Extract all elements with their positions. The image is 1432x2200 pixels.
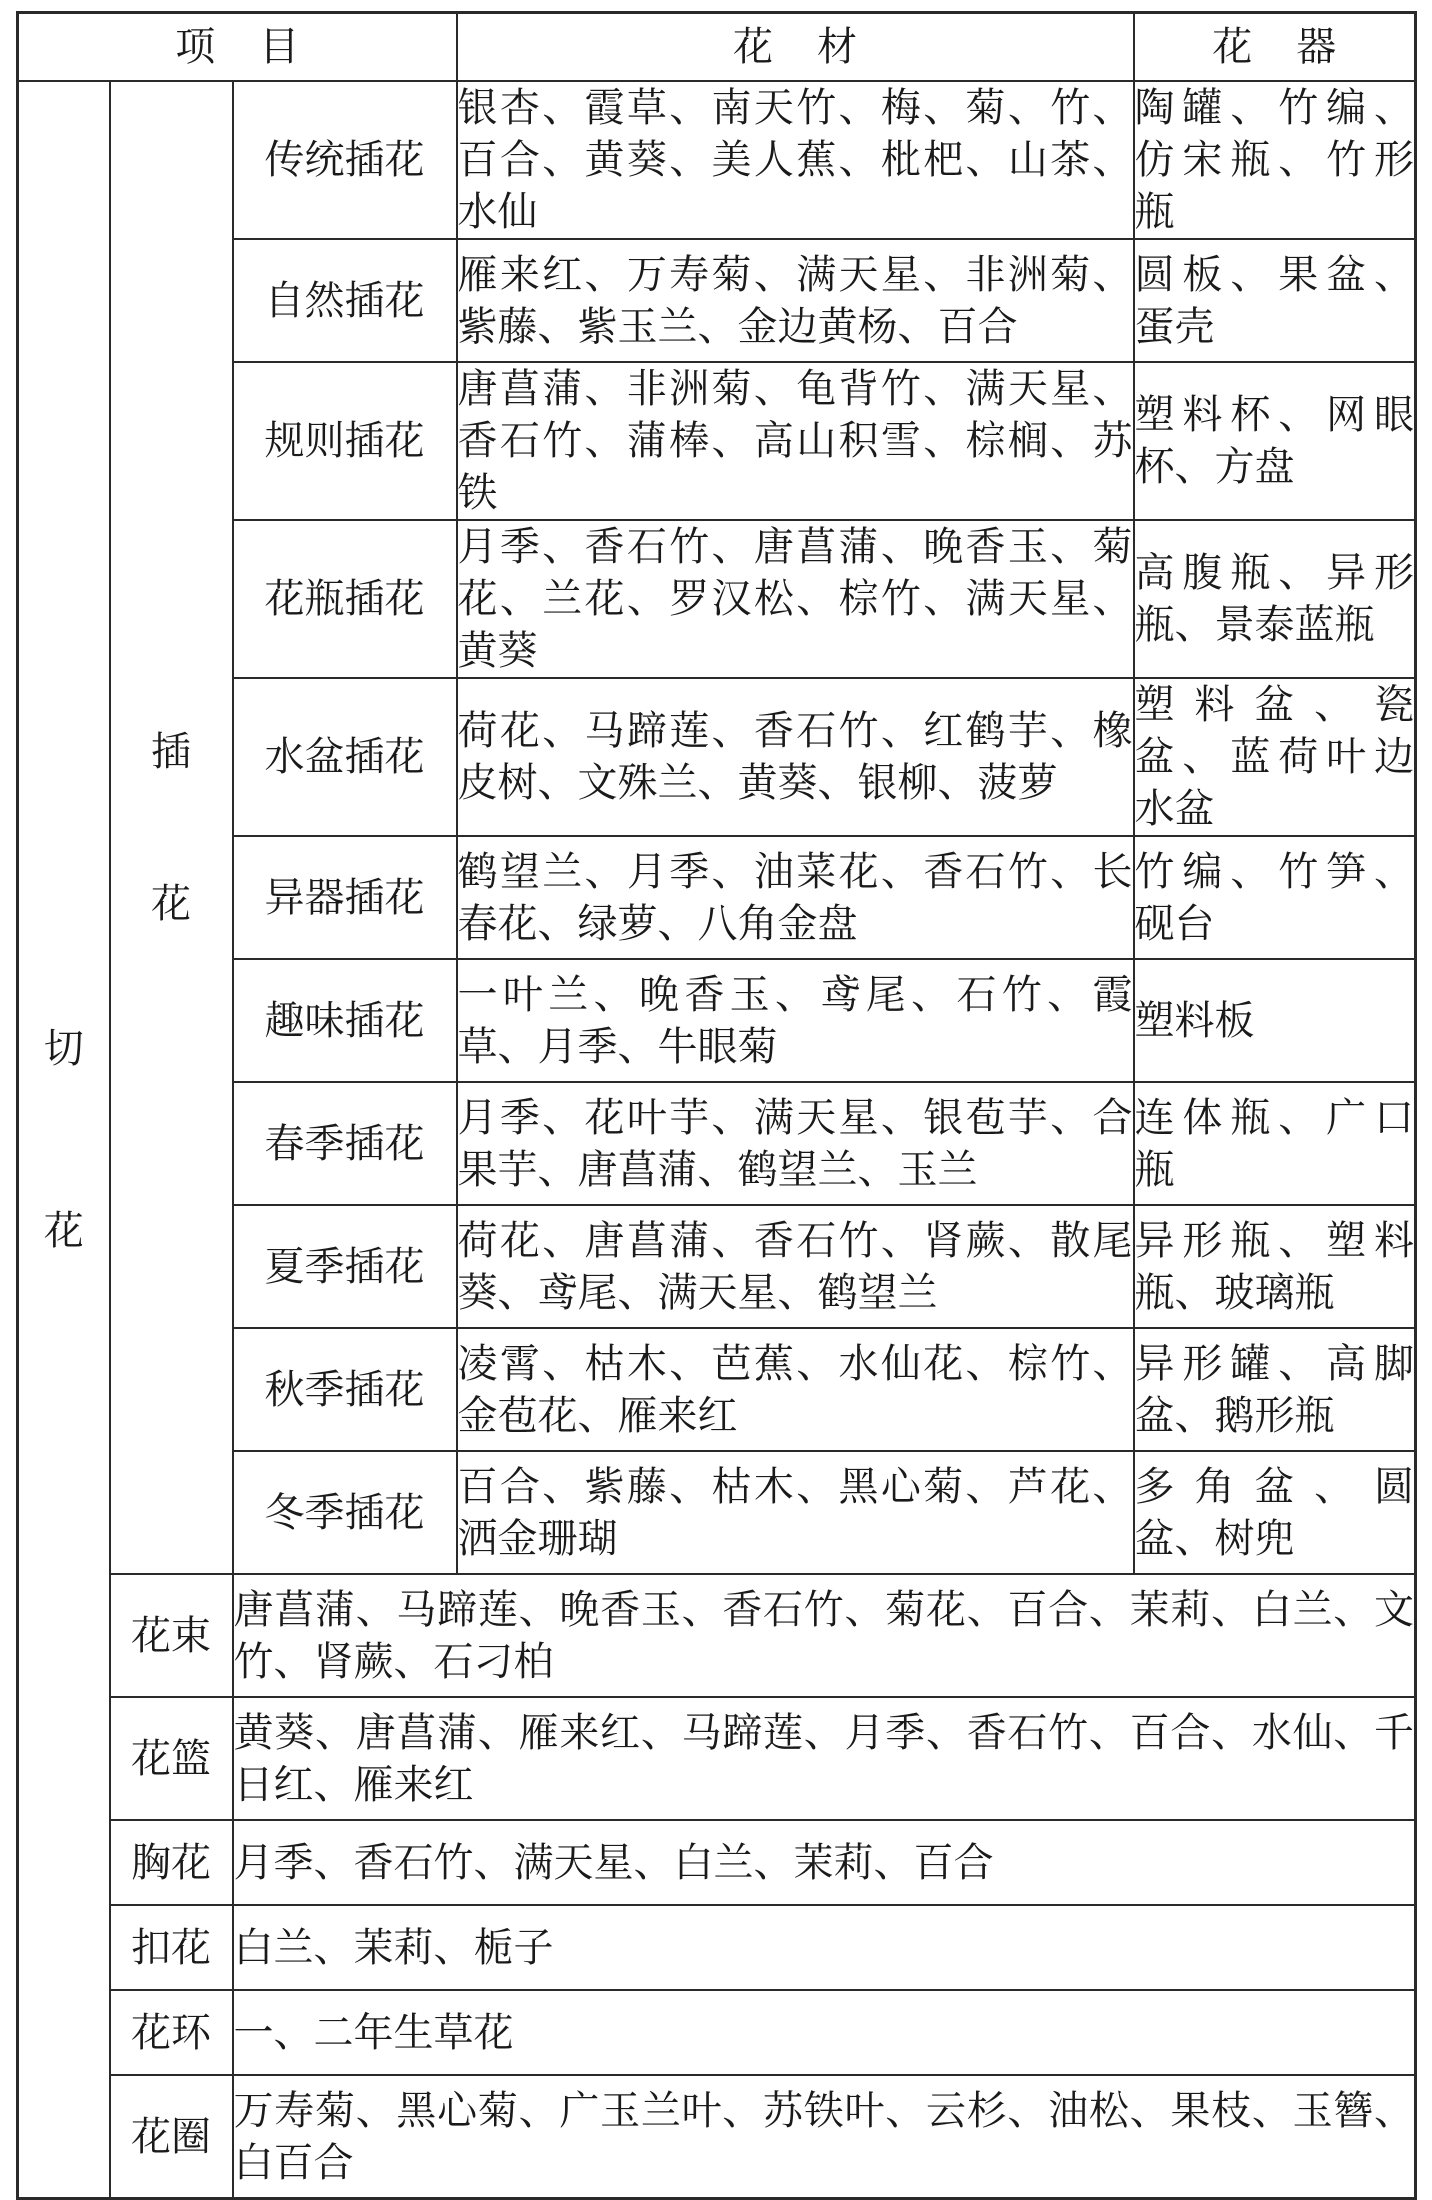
material-cell: 月季、花叶芋、满天星、银苞芋、合果芋、唐菖蒲、鹤望兰、玉兰: [457, 1082, 1134, 1205]
header-vessel-char-1: 花: [1212, 24, 1253, 70]
header-material: [457, 13, 1134, 82]
vessel-cell: 高腹瓶、异形瓶、景泰蓝瓶: [1134, 520, 1416, 678]
subcategory-name: 花环: [110, 1990, 233, 2075]
material-cell: 荷花、唐菖蒲、香石竹、肾蕨、散尾葵、鸢尾、满天星、鹤望兰: [457, 1205, 1134, 1328]
material-cell: 白兰、茉莉、栀子: [233, 1905, 1416, 1990]
material-cell: 雁来红、万寿菊、满天星、非洲菊、紫藤、紫玉兰、金边黄杨、百合: [457, 239, 1134, 362]
vessel-cell: 塑料盆、瓷盆、蓝荷叶边水盆: [1134, 678, 1416, 836]
header-item-char-2: 目: [259, 24, 300, 70]
material-cell: 百合、紫藤、枯木、黑心菊、芦花、洒金珊瑚: [457, 1451, 1134, 1574]
arrangement-name: 规则插花: [233, 362, 457, 520]
table-row: [18, 2075, 1416, 2199]
subcategory-arrangement: [110, 81, 233, 1574]
cut-flower-table: [16, 11, 1417, 2200]
arrangement-name: 传统插花: [233, 81, 457, 239]
material-cell: 一、二年生草花: [233, 1990, 1416, 2075]
table-row: [18, 1697, 1416, 1820]
vessel-cell: 多角盆、圆盆、树兜: [1134, 1451, 1416, 1574]
vessel-cell: 圆板、果盆、蛋壳: [1134, 239, 1416, 362]
arrangement-char-1: 插: [151, 728, 191, 775]
material-cell: 荷花、马蹄莲、香石竹、红鹤芋、橡皮树、文殊兰、黄葵、银柳、菠萝: [457, 678, 1134, 836]
header-vessel-char-2: 器: [1296, 24, 1337, 70]
material-cell: 月季、香石竹、唐菖蒲、晚香玉、菊花、兰花、罗汉松、棕竹、满天星、黄葵: [457, 520, 1134, 678]
arrangement-name: 趣味插花: [233, 959, 457, 1082]
material-cell: 万寿菊、黑心菊、广玉兰叶、苏铁叶、云杉、油松、果枝、玉簪、白百合: [233, 2075, 1416, 2199]
header-item-char-1: 项: [175, 24, 216, 70]
arrangement-name: 夏季插花: [233, 1205, 457, 1328]
material-cell: 黄葵、唐菖蒲、雁来红、马蹄莲、月季、香石竹、百合、水仙、千日红、雁来红: [233, 1697, 1416, 1820]
subcategory-name: 扣花: [110, 1905, 233, 1990]
subcategory-name: 花圈: [110, 2075, 233, 2199]
material-cell: 一叶兰、晚香玉、鸢尾、石竹、霞草、月季、牛眼菊: [457, 959, 1134, 1082]
arrangement-name: 异器插花: [233, 836, 457, 959]
category-char-2: 花: [43, 1207, 84, 1254]
subcategory-name: 花篮: [110, 1697, 233, 1820]
table-row: [18, 81, 1416, 239]
vessel-cell: 陶罐、竹编、仿宋瓶、竹形瓶: [1134, 81, 1416, 239]
material-cell: 月季、香石竹、满天星、白兰、茉莉、百合: [233, 1820, 1416, 1905]
vessel-cell: 异形瓶、塑料瓶、玻璃瓶: [1134, 1205, 1416, 1328]
vessel-cell: 异形罐、高脚盆、鹅形瓶: [1134, 1328, 1416, 1451]
material-cell: 鹤望兰、月季、油菜花、香石竹、长春花、绿萝、八角金盘: [457, 836, 1134, 959]
header-material-char-1: 花: [733, 24, 774, 70]
table-row: [18, 1574, 1416, 1697]
arrangement-name: 春季插花: [233, 1082, 457, 1205]
arrangement-name: 秋季插花: [233, 1328, 457, 1451]
header-item: [18, 13, 457, 82]
arrangement-name: 水盆插花: [233, 678, 457, 836]
arrangement-name: 花瓶插花: [233, 520, 457, 678]
category-char-1: 切: [43, 1025, 84, 1072]
table-row: [18, 1820, 1416, 1905]
subcategory-name: 花束: [110, 1574, 233, 1697]
table-row: [18, 1905, 1416, 1990]
category-cut-flower: [18, 81, 110, 2199]
header-vessel: [1134, 13, 1416, 82]
material-cell: 银杏、霞草、南天竹、梅、菊、竹、百合、黄葵、美人蕉、枇杷、山茶、水仙: [457, 81, 1134, 239]
header-material-char-2: 材: [817, 24, 858, 70]
vessel-cell: 连体瓶、广口瓶: [1134, 1082, 1416, 1205]
arrangement-char-2: 花: [151, 880, 191, 927]
table-row: [18, 1990, 1416, 2075]
vessel-cell: 塑料板: [1134, 959, 1416, 1082]
material-cell: 唐菖蒲、马蹄莲、晚香玉、香石竹、菊花、百合、茉莉、白兰、文竹、肾蕨、石刁柏: [233, 1574, 1416, 1697]
arrangement-name: 自然插花: [233, 239, 457, 362]
subcategory-name: 胸花: [110, 1820, 233, 1905]
vessel-cell: 塑料杯、网眼杯、方盘: [1134, 362, 1416, 520]
material-cell: 唐菖蒲、非洲菊、龟背竹、满天星、香石竹、蒲棒、高山积雪、棕榈、苏铁: [457, 362, 1134, 520]
material-cell: 凌霄、枯木、芭蕉、水仙花、棕竹、金苞花、雁来红: [457, 1328, 1134, 1451]
arrangement-name: 冬季插花: [233, 1451, 457, 1574]
vessel-cell: 竹编、竹笋、砚台: [1134, 836, 1416, 959]
